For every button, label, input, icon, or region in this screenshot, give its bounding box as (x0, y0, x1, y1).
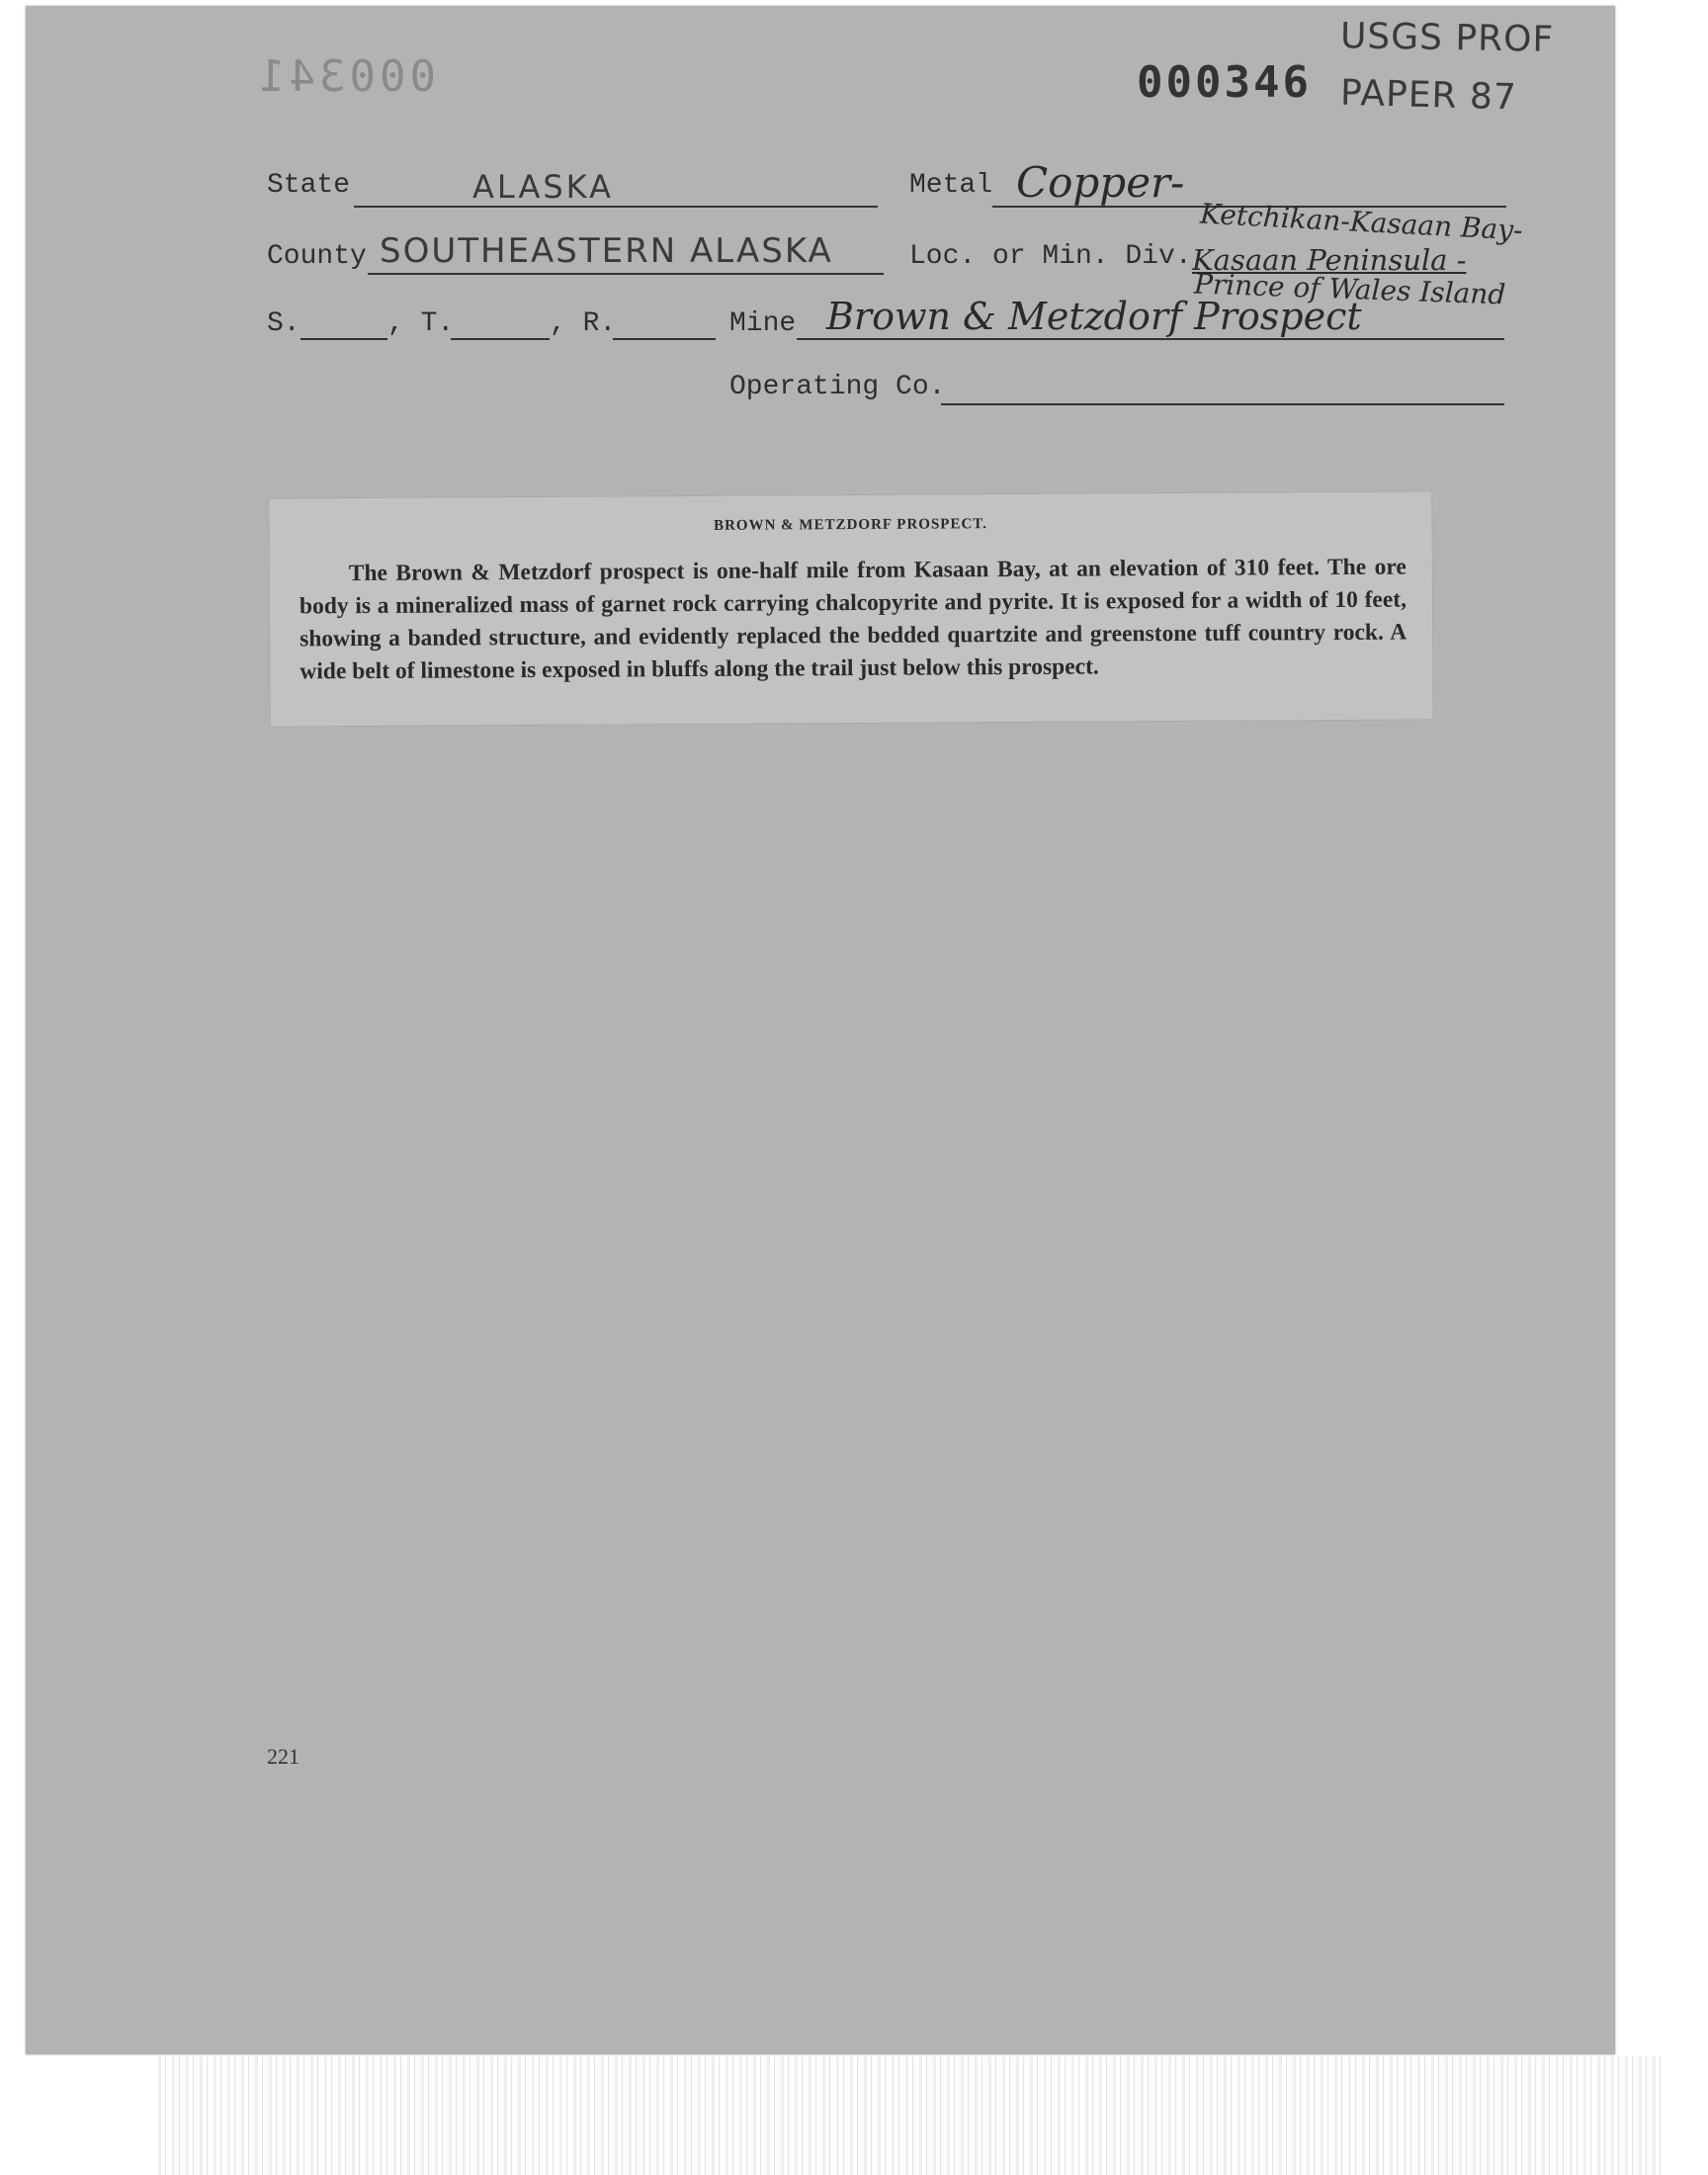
section-line (300, 338, 387, 340)
mirrored-stamp-number: 000341 (255, 51, 436, 102)
loc-div-line2: Kasaan Peninsula - (1192, 243, 1467, 277)
mine-value: Brown & Metzdorf Prospect (826, 295, 1362, 338)
state-value: ALASKA (472, 168, 614, 206)
clipping-body: The Brown & Metzdorf prospect is one-half mile from Kasaan Bay, at an elevation of 310 feet. The ore body is a mineralized mass of garnet rock carrying chalcopyrite and pyrite. It is exposed for a width of 10 feet, showing a banded structure, and evidently replaced the bedded quartzite and greenstone tuff country rock. A wide belt of limestone is exposed in bluffs along the trail just below this prospect. (299, 554, 1408, 685)
loc-div-label: Loc. or Min. Div. (909, 241, 1192, 272)
scan-artifact (158, 2056, 1661, 2175)
metal-value: Copper- (1016, 158, 1185, 207)
section-label: S. (267, 308, 300, 339)
mine-label: Mine (729, 308, 797, 339)
state-label: State (267, 170, 351, 201)
county-label: County (267, 241, 367, 272)
range-label: , R. (550, 308, 617, 339)
loc-div-line3: Prince of Wales Island (1193, 267, 1506, 311)
usgs-stamp-line1: USGS PROF (1339, 16, 1555, 60)
record-number-stamp: 000346 (1137, 57, 1312, 108)
document-sheet (26, 6, 1615, 2054)
page-number: 221 (267, 1744, 299, 1769)
loc-div-line1: Ketchikan-Kasaan Bay- (1199, 197, 1524, 247)
operating-co-label: Operating Co. (729, 372, 946, 402)
metal-label: Metal (909, 170, 993, 201)
usgs-stamp-line2: PAPER 87 (1339, 72, 1518, 119)
pasted-clipping (268, 490, 1433, 727)
state-line (354, 206, 878, 208)
county-value: SOUTHEASTERN ALASKA (380, 231, 833, 271)
range-line (613, 338, 716, 340)
clipping-heading: BROWN & METZDORF PROSPECT. (714, 516, 987, 534)
mine-line (797, 338, 1504, 340)
operating-co-line (941, 403, 1504, 405)
township-line (451, 338, 550, 340)
township-label: , T. (387, 308, 455, 339)
county-line (368, 273, 884, 275)
